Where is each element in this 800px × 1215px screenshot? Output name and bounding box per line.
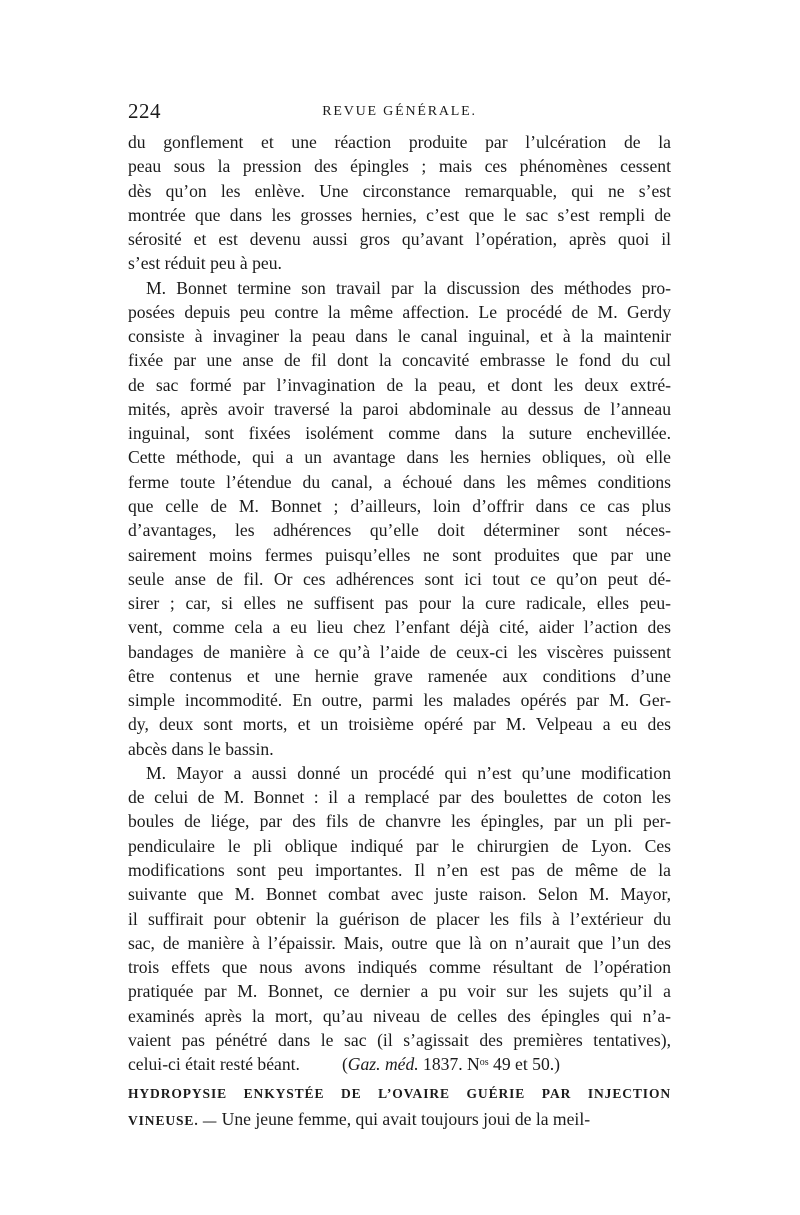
journal-title: REVUE GÉNÉRALE. bbox=[322, 104, 477, 119]
text-line: être contenus et une hernie grave ramenée aux conditions d’une bbox=[128, 665, 671, 686]
text-line: consiste à invaginer la peau dans le canal inguinal, et à la maintenir bbox=[128, 326, 671, 347]
text-line: modifications sont peu importantes. Il n’en est pas de même de la bbox=[128, 859, 671, 880]
citation-line bbox=[128, 1052, 671, 1076]
text-line: dy, deux sont morts, et un troisième opéré par M. Velpeau a eu des bbox=[128, 714, 671, 735]
text-line: de celui de M. Bonnet : il a remplacé par des boulettes de coton les bbox=[128, 787, 671, 808]
text-line: du gonflement et une réaction produite par l’ulcération de la bbox=[128, 132, 671, 152]
section-heading-lead bbox=[128, 1107, 671, 1131]
text-line: Cette méthode, qui a un avantage dans les hernies obliques, où elle bbox=[128, 447, 671, 468]
text-line: d’avantages, les adhérences qu’elle doit déterminer sont néces- bbox=[128, 520, 671, 541]
text-line: suivante que M. Bonnet combat avec juste raison. Selon M. Mayor, bbox=[128, 884, 671, 905]
page-number: 224 bbox=[128, 99, 161, 123]
text-line: bandages de manière à ce qu’à l’aide de ceux-ci les viscères puissent bbox=[128, 641, 671, 662]
citation-year: 1837. N bbox=[418, 1054, 480, 1075]
text-line: il suffirait pour obtenir la guérison de placer les fils à l’extérieur du bbox=[128, 908, 671, 929]
text-line: examinés après la mort, qu’au niveau de celles des épingles qui n’a- bbox=[128, 1005, 671, 1026]
text-line: montrée que dans les grosses hernies, c’est que le sac s’est rempli de bbox=[128, 204, 671, 225]
text-line: seule anse de fil. Or ces adhérences sont ici tout ce qu’on peut dé- bbox=[128, 568, 671, 589]
section-heading-caps: VINEUSE. — bbox=[128, 1112, 218, 1128]
body-text bbox=[128, 130, 671, 1131]
text-line: boules de liége, par des fils de chanvre les épingles, par un pli per- bbox=[128, 811, 671, 832]
paragraph-1 bbox=[128, 130, 671, 276]
text-line: peau sous la pression des épingles ; mais ces phénomènes cessent bbox=[128, 156, 671, 177]
section-heading bbox=[128, 1082, 671, 1131]
paragraph-2 bbox=[128, 276, 671, 761]
text-line: fixée par une anse de fil dont la concavité embrasse le fond du cul bbox=[128, 350, 671, 371]
text-line: s’est réduit peu à peu. bbox=[128, 253, 282, 274]
text-line: que celle de M. Bonnet ; d’ailleurs, loin d’offrir dans ce cas plus bbox=[128, 495, 671, 516]
text-line: posées depuis peu contre la même affection. Le procédé de M. Gerdy bbox=[128, 301, 671, 322]
text-line: pendiculaire le pli oblique indiqué par le chirurgien de Lyon. Ces bbox=[128, 835, 671, 856]
section-heading-text: Une jeune femme, qui avait toujours joui de la meil- bbox=[217, 1108, 591, 1129]
citation-open: ( bbox=[341, 1054, 348, 1075]
paragraph-3 bbox=[128, 761, 671, 1076]
text-line: ferme toute l’étendue du canal, a échoué dans les mêmes conditions bbox=[128, 471, 671, 492]
text-line: M. Bonnet termine son travail par la discussion des méthodes pro- bbox=[146, 277, 671, 298]
citation-numbers: 49 et 50.) bbox=[488, 1054, 560, 1075]
citation-source: Gaz. méd. bbox=[347, 1054, 419, 1075]
text-line: M. Mayor a aussi donné un procédé qui n’est qu’une modification bbox=[146, 762, 671, 783]
text-line: inguinal, sont fixées isolément comme dans la suture enchevillée. bbox=[128, 423, 671, 444]
section-heading-line: HYDROPYSIE ENKYSTÉE DE L’OVAIRE GUÉRIE PAR INJECTION bbox=[128, 1086, 671, 1102]
text-line: dès qu’on les enlève. Une circonstance remarquable, qui ne s’est bbox=[128, 180, 671, 201]
text-line: vaient pas pénétré dans le sac (il s’agissait des premières tentatives), bbox=[128, 1029, 671, 1050]
text-line: sairement moins fermes puisqu’elles ne sont produites que par une bbox=[128, 544, 671, 565]
text-line: mités, après avoir traversé la paroi abdominale au dessus de l’anneau bbox=[128, 398, 671, 419]
text-line: sérosité et est devenu aussi gros qu’avant l’opération, après quoi il bbox=[128, 229, 671, 250]
citation-superscript: os bbox=[479, 1057, 489, 1069]
text-line: vent, comme cela a eu lieu chez l’enfant déjà cité, aider l’action des bbox=[128, 617, 671, 638]
text-line: abcès dans le bassin. bbox=[128, 738, 274, 759]
text-line: celui-ci était resté béant. bbox=[128, 1054, 300, 1075]
running-head bbox=[128, 98, 671, 124]
text-line: de sac formé par l’invagination de la peau, et dont les deux extré- bbox=[128, 374, 671, 395]
text-line: trois effets que nous avons indiqués comme résultant de l’opération bbox=[128, 957, 671, 978]
text-line: pratiquée par M. Bonnet, ce dernier a pu voir sur les sujets qu’il a bbox=[128, 981, 671, 1002]
text-line: simple incommodité. En outre, parmi les malades opérés par M. Ger- bbox=[128, 690, 671, 711]
text-line: sirer ; car, si elles ne suffisent pas pour la cure radicale, elles peu- bbox=[128, 593, 671, 614]
text-line: sac, de manière à l’épaissir. Mais, outre que là on n’aurait que l’un des bbox=[128, 932, 671, 953]
